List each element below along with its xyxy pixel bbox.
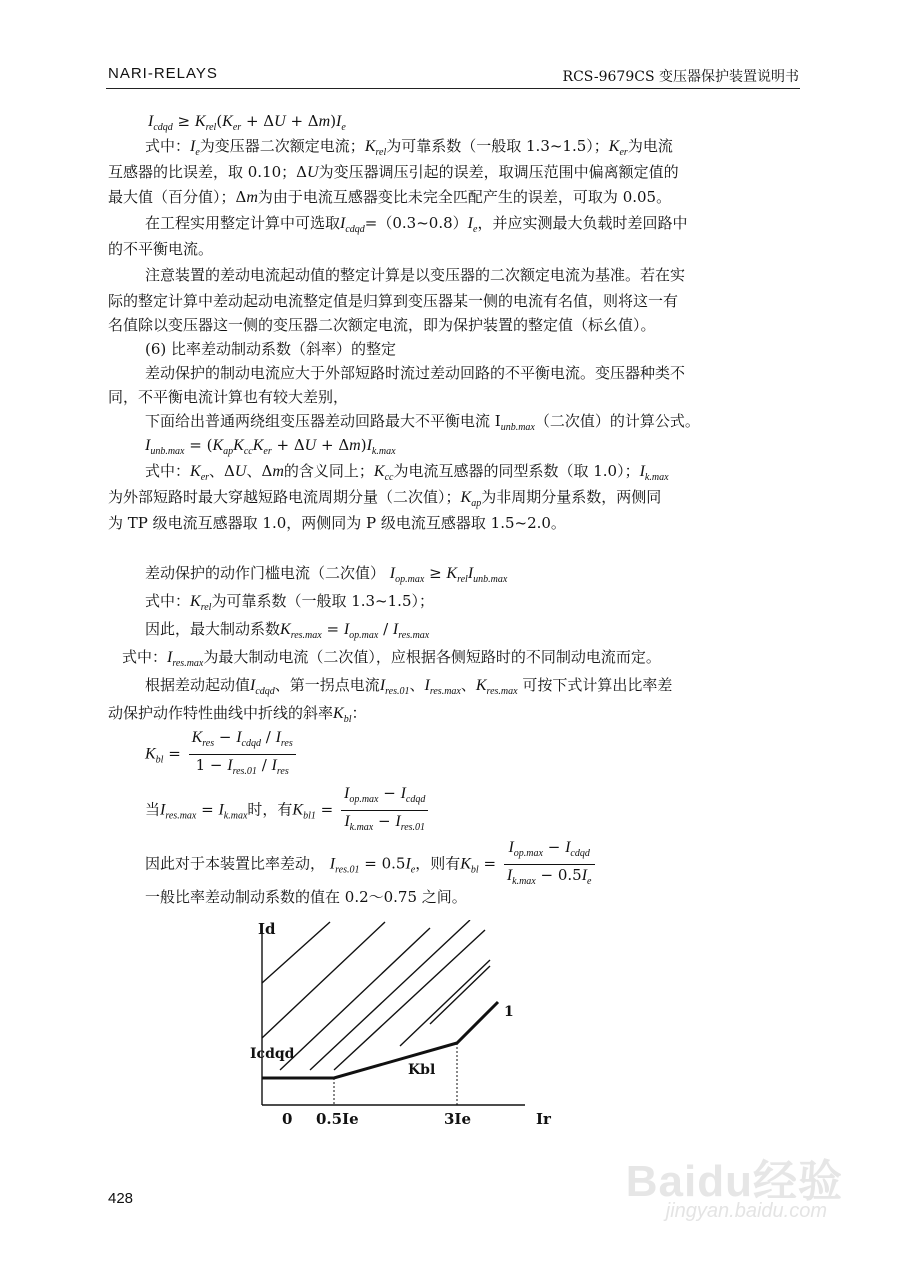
para-line: 因此，最大制动系数$K_{res.max} = I_{op.max} / I_{res.max}$ [145, 620, 430, 641]
para-line: 一般比率差动制动系数的值在 0.2～0.75 之间。 [145, 888, 467, 906]
para-line: 同，不平衡电流计算也有较大差别， [108, 388, 349, 406]
para-line: 式中：$K_{er}$、ΔU、Δm的含义同上；$K_{cc}$为电流互感器的同型系数（取 1.0）；$I_{k.max}$ [145, 462, 669, 483]
hatch-line [430, 966, 490, 1024]
hatch-line [334, 930, 485, 1070]
origin-label: 0 [282, 1110, 293, 1128]
watermark-url: jingyan.baidu.com [665, 1200, 827, 1222]
para-line: 式中：$I_{res.max}$为最大制动电流（二次值），应根据各侧短路时的不同制动电流而定。 [122, 648, 661, 669]
header-rule [106, 88, 800, 89]
differential-characteristic-figure [240, 920, 600, 1145]
para-line: 最大值（百分值）；Δm为由于电流互感器变比未完全匹配产生的误差，可取为 0.05。 [108, 188, 672, 206]
x-tick-3Ie: 3Ie [444, 1110, 471, 1128]
para-line: 互感器的比误差，取 0.10；ΔU为变压器调压引起的误差，取调压范围中偏离额定值的 [108, 163, 679, 181]
formula-2: $I_{unb.max} = (K_{ap}K_{cc}K_{er} + \Delta U + \Delta m)I_{k.max}$ [145, 436, 396, 457]
y-axis-label: Id [258, 920, 276, 938]
page-number: 428 [108, 1190, 134, 1207]
para-line: 为外部短路时最大穿越短路电流周期分量（二次值）；$K_{ap}$为非周期分量系数，两侧同 [108, 488, 662, 509]
x-axis-label: Ir [536, 1110, 551, 1128]
para-line: 差动保护的动作门槛电流（二次值） $I_{op.max} \ge K_{rel}I_{unb.max}$ [145, 564, 508, 585]
para-line: 根据差动起动值$I_{cdqd}$、第一拐点电流$I_{res.01}$、$I_{res.max}$、$K_{res.max}$ 可按下式计算出比率差 [145, 676, 673, 697]
hatch-line [262, 922, 385, 1038]
para-line: 差动保护的制动电流应大于外部短路时流过差动回路的不平衡电流。变压器种类不 [145, 364, 686, 382]
formula-kbl-device: 因此对于本装置比率差动， $I_{res.01} = 0.5I_e$，则有$K_{bl}$ = $\frac{I_{op.max} - I_{cdqd}}{I_{k.max} - 0.5I_e}$ [145, 838, 845, 891]
para-line: 为 TP 级电流互感器取 1.0，两侧同为 P 级电流互感器取 1.5~2.0。 [108, 514, 566, 532]
header-left: NARI-RELAYS [108, 65, 218, 82]
para-line: 式中：$K_{rel}$为可靠系数（一般取 1.3~1.5）； [145, 592, 434, 613]
para-line: 的不平衡电流。 [108, 240, 214, 258]
icdqd-label: Icdqd [250, 1046, 295, 1062]
characteristic-curve [262, 1002, 498, 1078]
para-line: 际的整定计算中差动起动电流整定值是归算到变压器某一侧的电流有名值，则将这一有 [108, 292, 679, 310]
kbl-label: Kbl [408, 1062, 436, 1078]
formula-1: $I_{cdqd} \ge K_{rel}(K_{er} + \Delta U + \Delta m)I_e$ [148, 112, 346, 133]
header-right: RCS-9679CS 变压器保护装置说明书 [562, 69, 799, 85]
para-line: 名值除以变压器这一侧的变压器二次额定电流，即为保护装置的整定值（标幺值）。 [108, 316, 656, 334]
para-line: 注意装置的差动电流起动值的整定计算是以变压器的二次额定电流为基准。若在实 [145, 266, 686, 284]
formula-kbl1: 当$I_{res.max} = I_{k.max}$时，有$K_{bl1}$ = $\frac{I_{op.max} - I_{cdqd}}{I_{k.max} - I_{res.01}}$ [145, 784, 845, 837]
para-line: 动保护动作特性曲线中折线的斜率$K_{bl}$： [108, 704, 367, 725]
watermark-logo: Baidu经验 [625, 1157, 843, 1206]
para-line: 在工程实用整定计算中可选取$I_{cdqd}=(0.3\sim 0.8)I_e$，并应实测最大负载时差回路中 [145, 214, 688, 235]
x-tick-0.5Ie: 0.5Ie [316, 1110, 359, 1128]
formula-kbl: $K_{bl}$ = $\frac{K_{res} - I_{cdqd} / I_{res}}{1 - I_{res.01} / I_{res}}$ [145, 728, 845, 781]
curve-1-label: 1 [504, 1004, 514, 1020]
para-line: 式中：$I_e$为变压器二次额定电流；$K_{rel}$为可靠系数（一般取 1.3~1.5）；$K_{er}$为电流 [145, 137, 673, 158]
section-heading: (6) 比率差动制动系数（斜率）的整定 [145, 340, 397, 358]
para-line: 下面给出普通两绕组变压器差动回路最大不平衡电流 $I_{unb.max}$（二次值）的计算公式。 [145, 412, 700, 433]
